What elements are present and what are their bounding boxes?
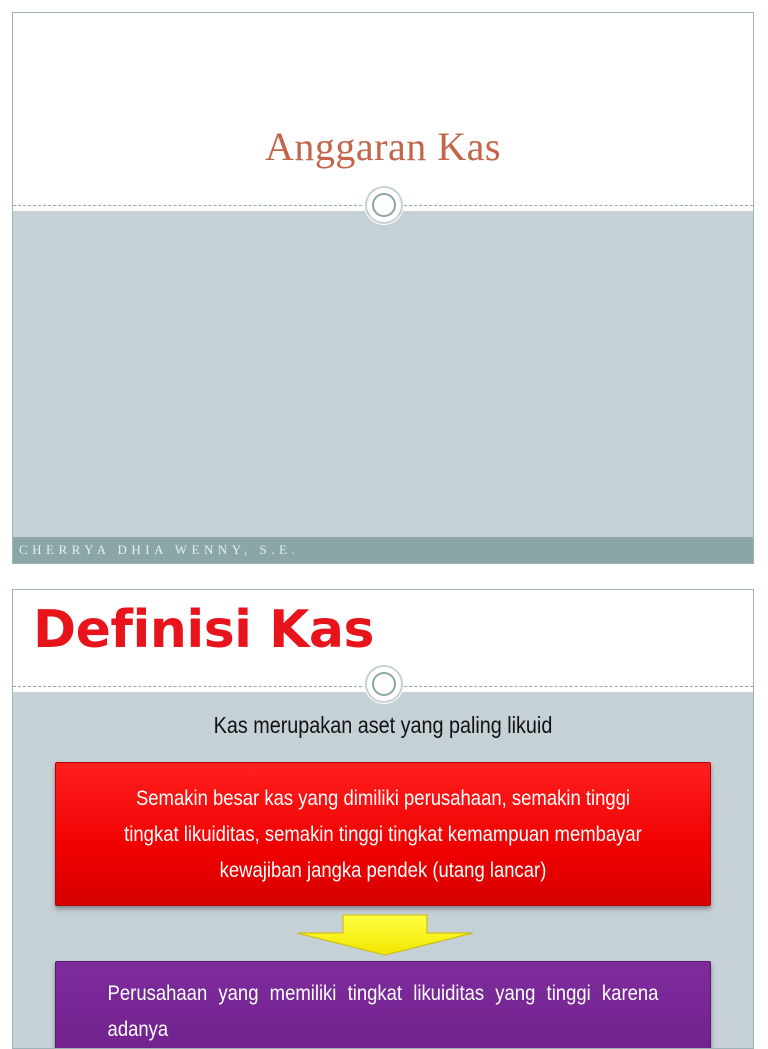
title-area (13, 13, 753, 205)
slide-title: Definisi Kas (33, 600, 374, 660)
author-name: CHERRYA DHIA WENNY, S.E. (19, 542, 300, 557)
circle-ornament-icon (365, 186, 403, 224)
slide-title: Anggaran Kas (265, 124, 501, 169)
definition-slide (12, 589, 754, 1049)
slide-body (13, 211, 753, 537)
purple-text-box (55, 961, 711, 1049)
red-text-box (55, 762, 711, 906)
title-slide (12, 12, 754, 564)
footer-band (13, 537, 753, 564)
slide-subtitle: Kas merupakan aset yang paling likuid (213, 712, 553, 738)
purple-box-text: Perusahaan yang memiliki tingkat likuiditas yang tinggi karena adanya (107, 982, 659, 1041)
red-box-text: Semakin besar kas yang dimiliki perusahaan, semakin tinggi tingkat likuiditas, semakin tinggi tingkat kemampuan membayar kewajiban jangka pendek (utang lancar) (124, 787, 642, 882)
down-arrow-icon (295, 913, 475, 957)
circle-ornament-icon (365, 665, 403, 703)
